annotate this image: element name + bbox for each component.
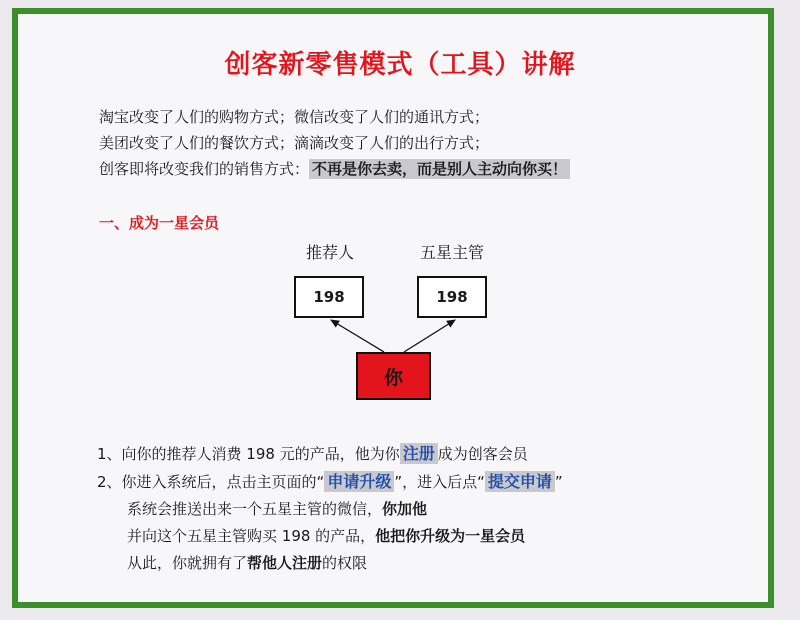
apply-upgrade-highlight: 申请升级 [324, 471, 394, 492]
arrow-to-manager [404, 320, 455, 352]
step-2-line-3 [97, 523, 563, 550]
step-2 [97, 468, 563, 496]
manager-box: 198 [417, 276, 487, 318]
register-others-text: 帮他人注册 [247, 554, 323, 572]
intro-line-1: 淘宝改变了人们的购物方式；微信改变了人们的通讯方式； [99, 108, 490, 126]
step-2-suffix: ” [554, 473, 563, 491]
manager-label: 五星主管 [419, 243, 484, 262]
step-2-line-4 [97, 550, 563, 577]
referrer-label: 推荐人 [305, 243, 354, 262]
step-1 [97, 440, 563, 468]
step-2-mid: ”，进入后点“ [394, 473, 485, 491]
steps-list [97, 440, 563, 577]
page-title: 创客新零售模式（工具）讲解 [224, 50, 576, 80]
step-1-text: 1、向你的推荐人消费 198 元的产品，他为你 [97, 445, 400, 463]
step-2-line-4-suffix: 的权限 [322, 554, 368, 572]
you-box: 你 [356, 352, 431, 400]
submit-application-highlight: 提交申请 [485, 471, 555, 492]
step-2-line-2 [97, 496, 563, 523]
upgrade-text: 他把你升级为一星会员 [375, 527, 526, 545]
register-highlight: 注册 [400, 443, 438, 464]
intro-highlight: 不再是你去卖，而是别人主动向你买！ [309, 159, 570, 179]
intro-line-2: 美团改变了人们的餐饮方式；滴滴改变了人们的出行方式； [99, 134, 490, 152]
referrer-box: 198 [294, 276, 364, 318]
section-heading: 一、成为一星会员 [99, 214, 220, 232]
step-2-line-2-text: 系统会推送出来一个五星主管的微信， [127, 500, 383, 518]
step-2-line-3-text: 并向这个五星主管购买 198 的产品， [127, 527, 376, 545]
intro-line-3-prefix: 创客即将改变我们的销售方式： [99, 160, 310, 178]
add-him-text: 你加他 [382, 500, 428, 518]
arrow-to-referrer [331, 320, 384, 352]
step-2-text: 2、你进入系统后，点击主页面的“ [97, 473, 325, 491]
step-1-suffix: 成为创客会员 [437, 445, 528, 463]
step-2-line-4-text: 从此，你就拥有了 [127, 554, 248, 572]
